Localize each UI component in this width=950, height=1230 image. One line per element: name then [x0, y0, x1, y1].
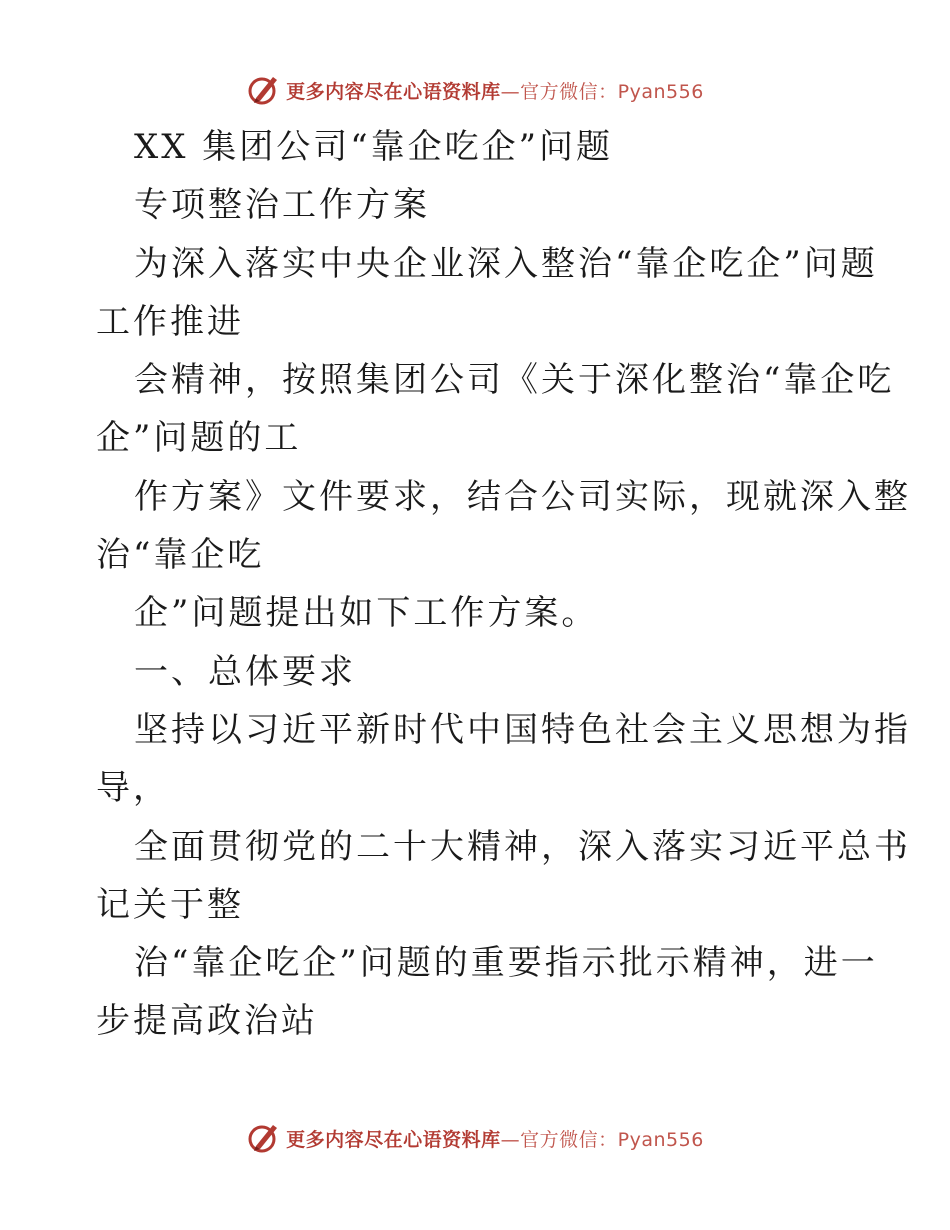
watermark-header — [0, 70, 950, 110]
watermark-text: 更多内容尽在心语资料库—官方微信：Pyan556 — [286, 80, 704, 103]
section-heading: 一、总体要求 — [134, 651, 356, 692]
document-line: 企”问题的工 — [96, 418, 302, 459]
document-line: 会精神，按照集团公司《关于深化整治“靠企吃 — [134, 360, 895, 401]
watermark-text: 更多内容尽在心语资料库—官方微信：Pyan556 — [286, 1128, 704, 1151]
document-line: 作方案》文件要求，结合公司实际，现就深入整 — [134, 476, 911, 517]
document-line: 治“靠企吃企”问题的重要指示批示精神，进一 — [134, 943, 878, 984]
document-line: 专项整治工作方案 — [134, 185, 430, 226]
document-body — [96, 118, 911, 1051]
document-line: 全面贯彻党的二十大精神，深入落实习近平总书 — [134, 826, 911, 867]
document-line: 坚持以习近平新时代中国特色社会主义思想为指 — [134, 709, 911, 750]
document-line: 治“靠企吃 — [96, 535, 265, 576]
document-line: 导， — [96, 768, 170, 809]
document-line: 企”问题提出如下工作方案。 — [134, 593, 599, 634]
document-line: 记关于整 — [96, 884, 244, 925]
document-line: XX 集团公司“靠企吃企”问题 — [134, 127, 613, 167]
pen-seal-logo-icon — [246, 72, 282, 108]
document-line: 为深入落实中央企业深入整治“靠企吃企”问题 — [134, 243, 878, 284]
document-line: 工作推进 — [96, 301, 244, 342]
pen-seal-logo-icon — [246, 1120, 282, 1156]
document-line: 步提高政治站 — [96, 1001, 318, 1042]
watermark-footer — [0, 1118, 950, 1158]
